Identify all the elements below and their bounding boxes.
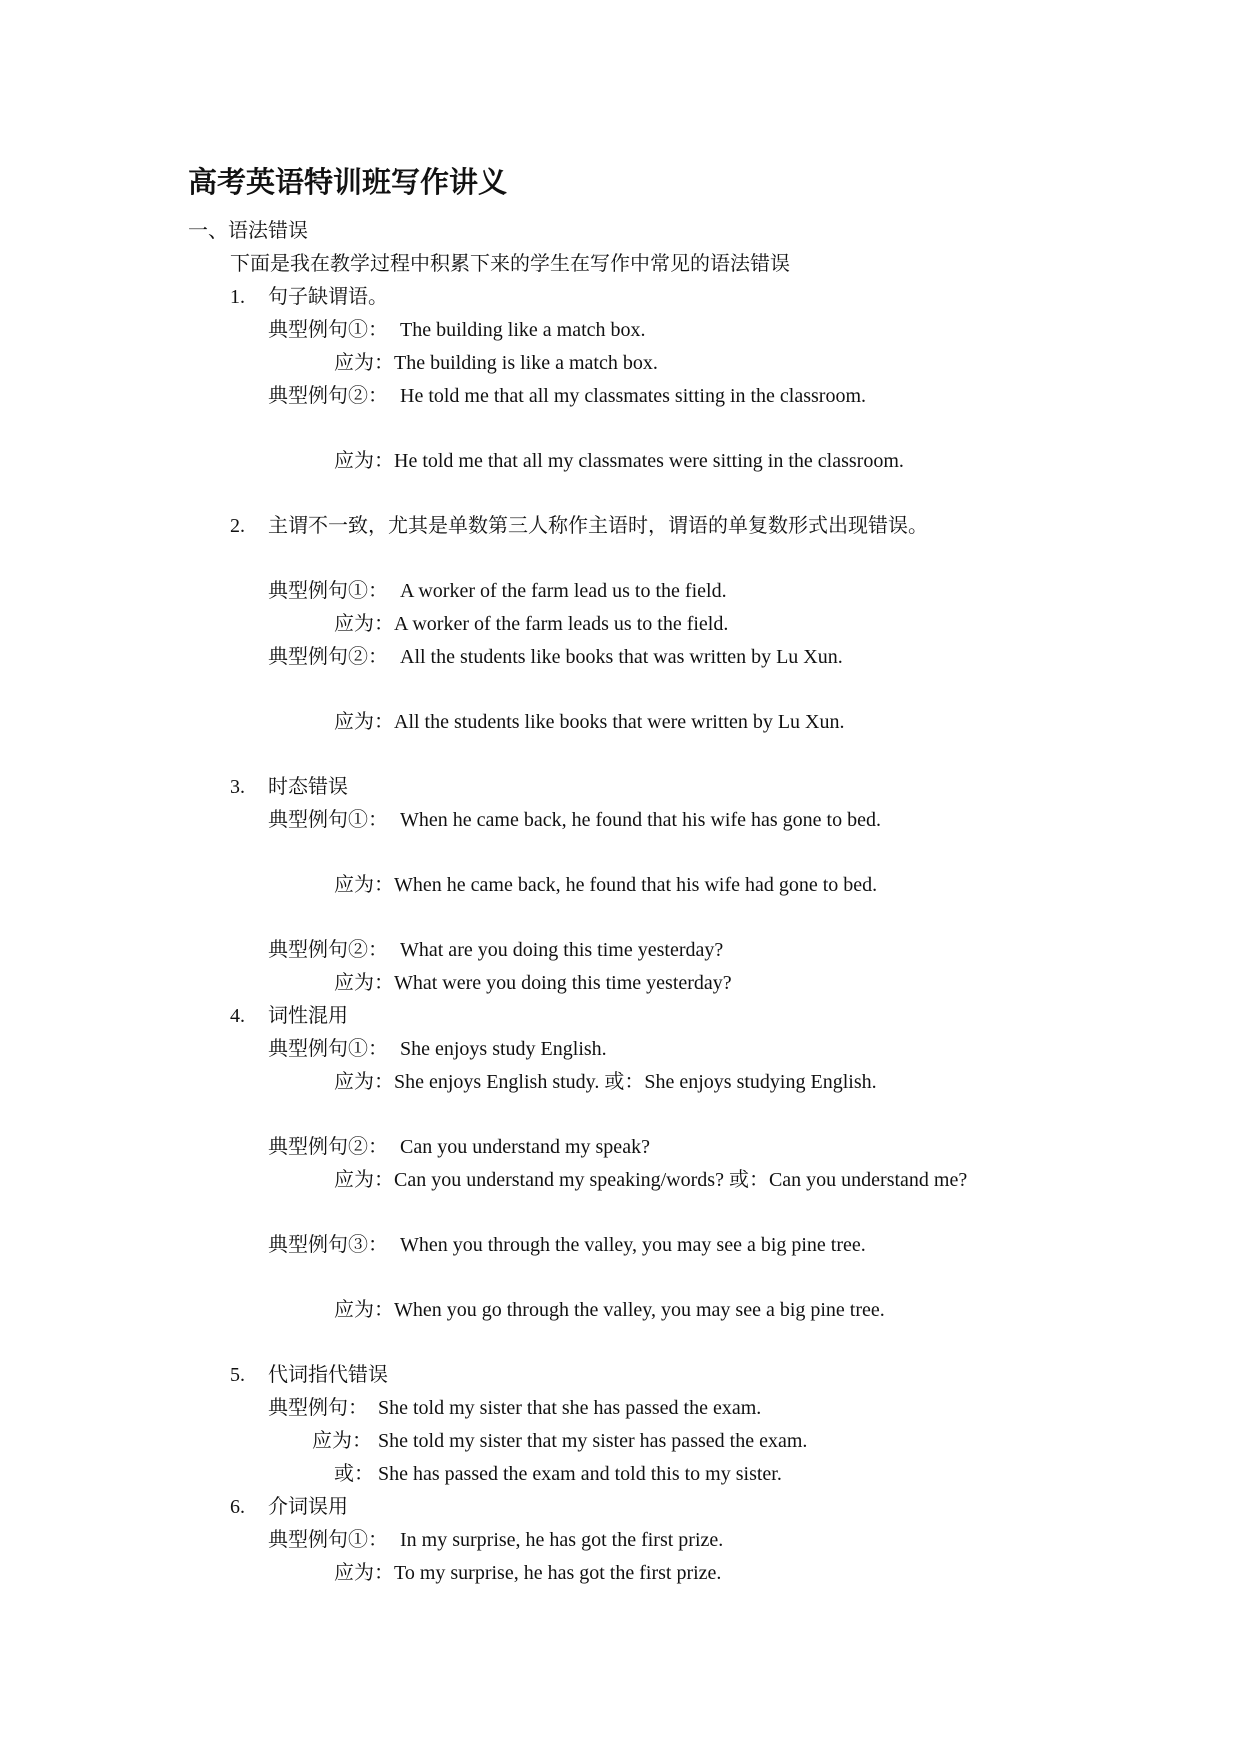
correction-label: 应为： [334, 711, 394, 733]
alternative-line [334, 1461, 782, 1487]
example-line [268, 1036, 607, 1062]
correction-text: The building is like a match box. [394, 352, 658, 374]
item-number: 6. [230, 1496, 245, 1518]
item-heading-4 [230, 1003, 348, 1029]
item-title: 时态错误 [268, 776, 348, 798]
correction-text: What were you doing this time yesterday? [394, 972, 732, 994]
correction-line [334, 1167, 967, 1193]
correction-label: 应为： [334, 613, 394, 635]
example-label: 典型例句③： [268, 1234, 388, 1256]
correction-line [334, 709, 844, 735]
example-text: Can you understand my speak? [400, 1136, 650, 1158]
example-line [268, 383, 866, 409]
item-heading-2 [230, 513, 928, 539]
correction-label: 应为： [334, 1169, 394, 1191]
correction-line [334, 1560, 721, 1586]
example-text: She told my sister that she has passed the exam. [378, 1397, 762, 1419]
example-line [268, 937, 723, 963]
correction-label: 应为： [334, 972, 394, 994]
correction-line [334, 1069, 877, 1095]
correction-text: She enjoys English study. 或：She enjoys studying English. [394, 1071, 877, 1093]
section-heading: 一、语法错误 [188, 220, 308, 242]
correction-line [334, 448, 904, 474]
correction-label: 应为： [334, 874, 394, 896]
correction-line [334, 970, 732, 996]
example-line [268, 1134, 650, 1160]
correction-label: 应为： [334, 1071, 394, 1093]
item-number: 1. [230, 286, 245, 308]
example-label: 典型例句①： [268, 319, 388, 341]
correction-text: All the students like books that were written by Lu Xun. [394, 711, 845, 733]
example-line [268, 317, 646, 343]
example-label: 典型例句②： [268, 646, 388, 668]
page-title: 高考英语特训班写作讲义 [188, 165, 508, 199]
example-line [268, 1232, 866, 1258]
example-text: She enjoys study English. [400, 1038, 607, 1060]
example-text: In my surprise, he has got the first prize. [400, 1529, 724, 1551]
example-label: 典型例句： [268, 1397, 368, 1419]
example-text: The building like a match box. [400, 319, 646, 341]
correction-label: 应为： [334, 1299, 394, 1321]
item-heading-6 [230, 1494, 348, 1520]
correction-label: 应为： [334, 450, 394, 472]
item-number: 3. [230, 776, 245, 798]
example-line [268, 644, 843, 670]
item-title: 代词指代错误 [268, 1364, 388, 1386]
correction-label: 应为： [334, 1562, 394, 1584]
correction-line [334, 350, 658, 376]
alternative-label: 或： [334, 1463, 374, 1485]
correction-label: 应为： [312, 1430, 372, 1452]
item-title: 句子缺谓语。 [268, 286, 388, 308]
example-label: 典型例句①： [268, 1038, 388, 1060]
item-number: 4. [230, 1005, 245, 1027]
correction-text: When he came back, he found that his wife had gone to bed. [394, 874, 878, 896]
example-text: He told me that all my classmates sitting in the classroom. [400, 385, 867, 407]
example-label: 典型例句①： [268, 1529, 388, 1551]
example-text: A worker of the farm lead us to the field. [400, 580, 727, 602]
example-label: 典型例句①： [268, 809, 388, 831]
correction-line [334, 611, 728, 637]
correction-text: To my surprise, he has got the first prize. [394, 1562, 722, 1584]
example-line [268, 1527, 723, 1553]
example-label: 典型例句②： [268, 385, 388, 407]
correction-line [334, 872, 877, 898]
example-label: 典型例句②： [268, 939, 388, 961]
example-text: All the students like books that was written by Lu Xun. [400, 646, 843, 668]
item-title: 词性混用 [268, 1005, 348, 1027]
item-title: 主谓不一致，尤其是单数第三人称作主语时，谓语的单复数形式出现错误。 [268, 515, 928, 537]
item-heading-1 [230, 284, 388, 310]
example-line [268, 578, 727, 604]
item-title: 介词误用 [268, 1496, 348, 1518]
item-number: 2. [230, 515, 245, 537]
correction-text: He told me that all my classmates were sitting in the classroom. [394, 450, 904, 472]
example-line [268, 1395, 761, 1421]
intro-text: 下面是我在教学过程中积累下来的学生在写作中常见的语法错误 [230, 253, 790, 275]
correction-text: A worker of the farm leads us to the field. [394, 613, 729, 635]
correction-line [334, 1297, 885, 1323]
example-text: What are you doing this time yesterday? [400, 939, 724, 961]
item-heading-3 [230, 774, 348, 800]
correction-label: 应为： [334, 352, 394, 374]
item-number: 5. [230, 1364, 245, 1386]
correction-text: Can you understand my speaking/words? 或：Can you understand me? [394, 1169, 968, 1191]
item-heading-5 [230, 1362, 388, 1388]
example-text: When he came back, he found that his wife has gone to bed. [400, 809, 881, 831]
correction-text: When you go through the valley, you may see a big pine tree. [394, 1299, 885, 1321]
correction-line [312, 1428, 807, 1454]
example-label: 典型例句①： [268, 580, 388, 602]
correction-text: She told my sister that my sister has passed the exam. [378, 1430, 808, 1452]
example-label: 典型例句②： [268, 1136, 388, 1158]
example-line [268, 807, 881, 833]
alternative-text: She has passed the exam and told this to my sister. [378, 1463, 782, 1485]
example-text: When you through the valley, you may see a big pine tree. [400, 1234, 866, 1256]
